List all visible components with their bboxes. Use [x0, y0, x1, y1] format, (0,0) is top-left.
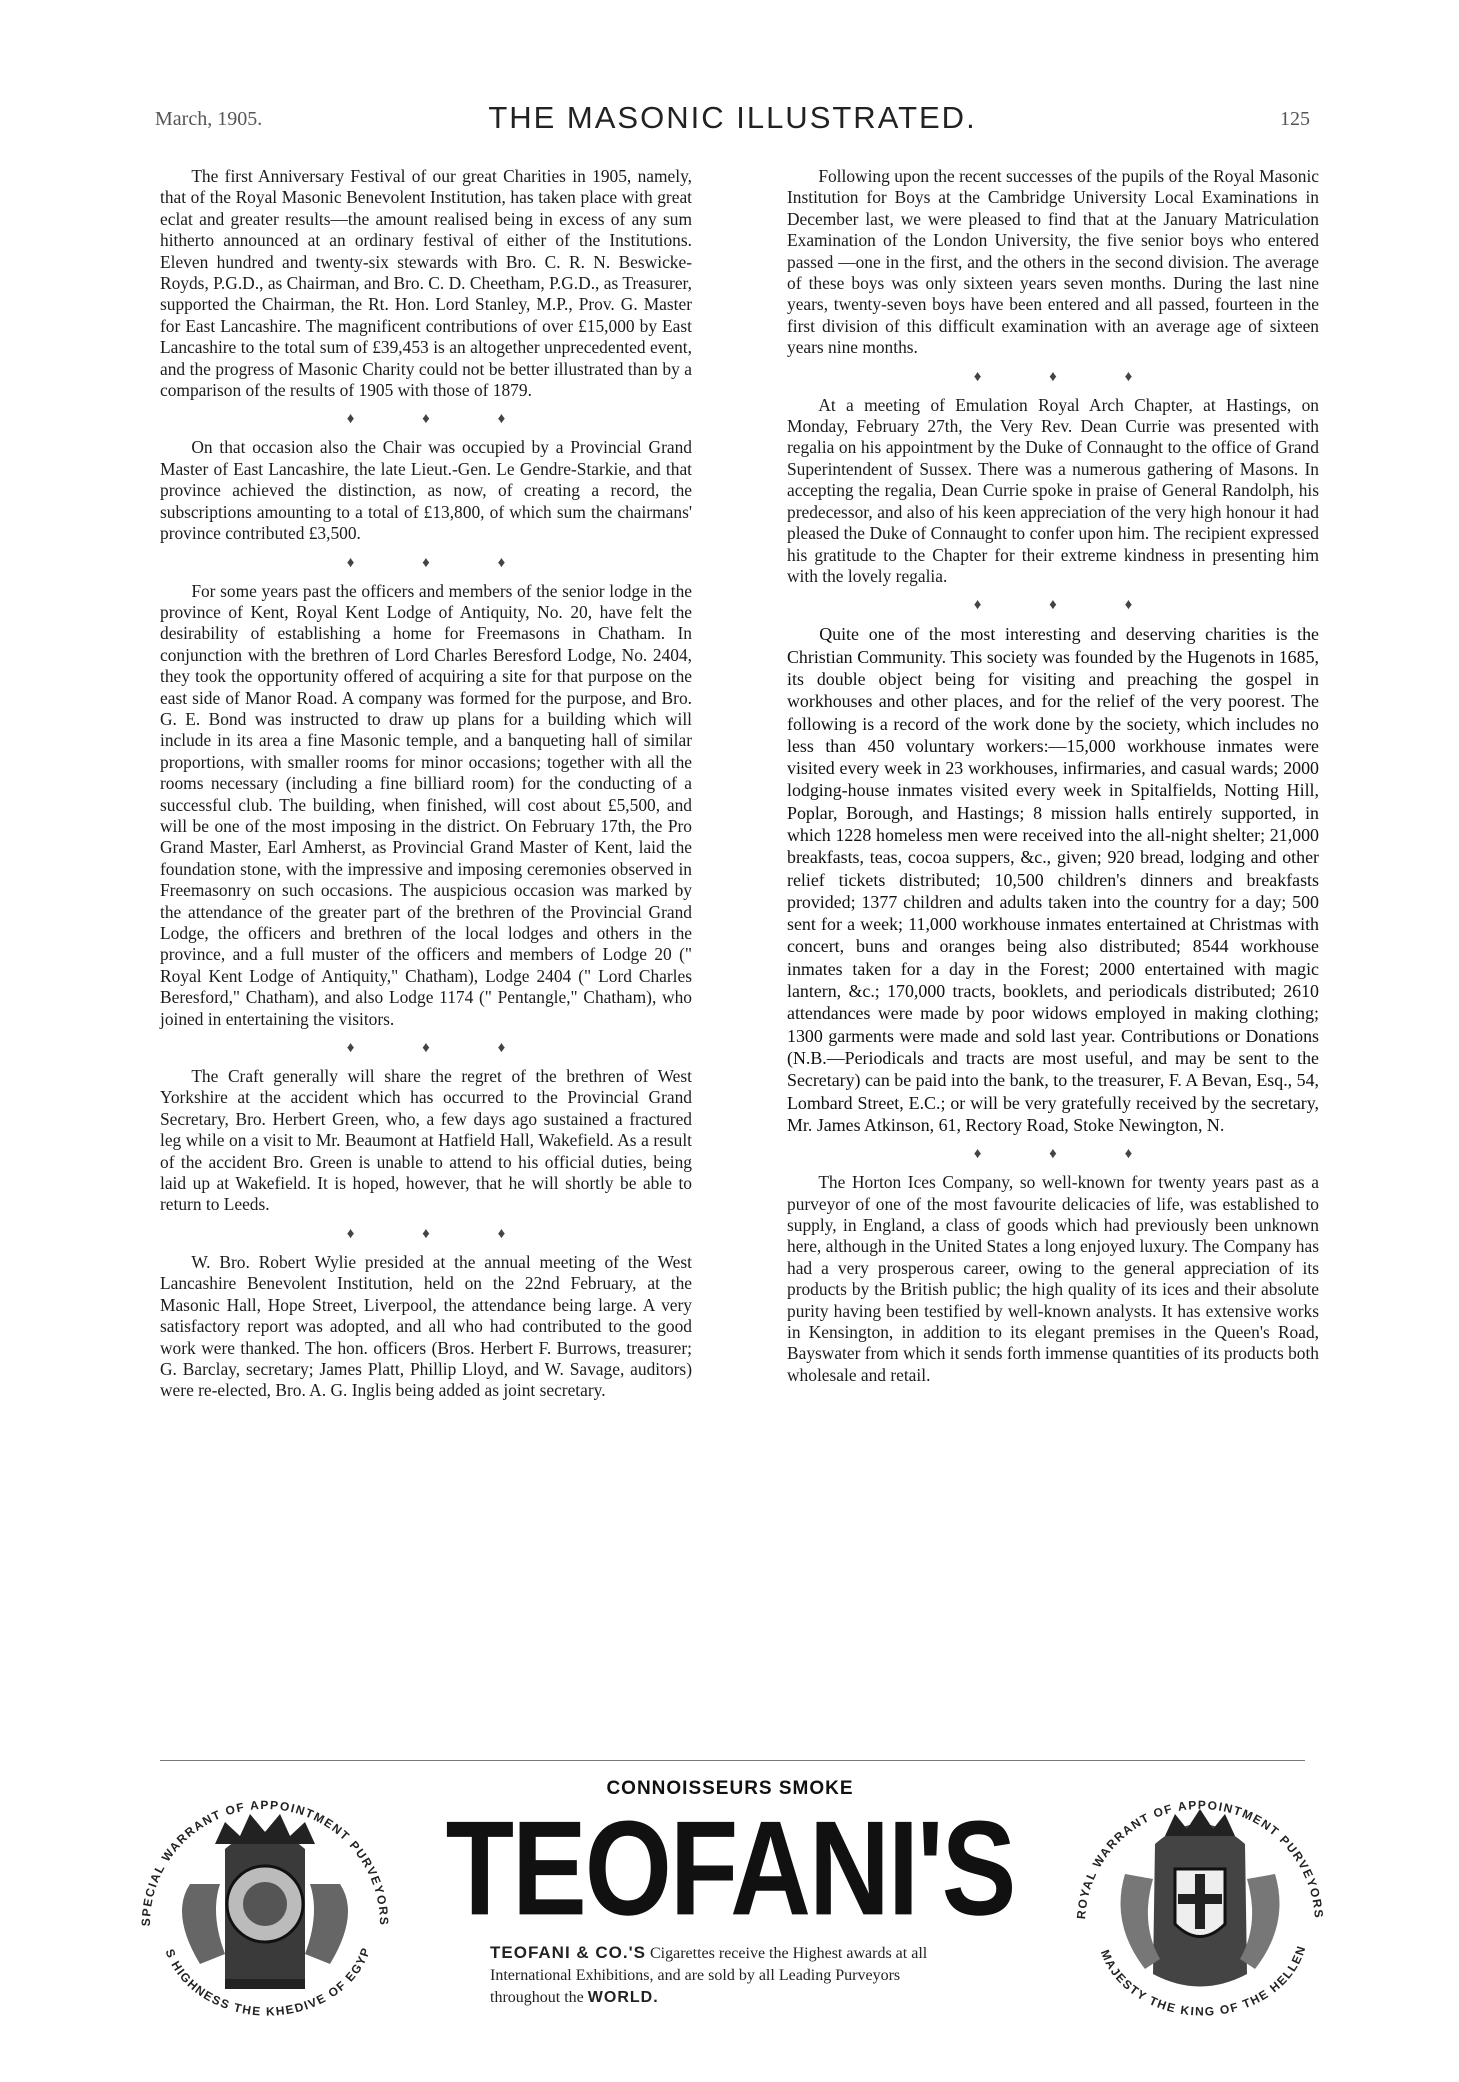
page-number: 125 [1280, 108, 1310, 130]
page-header [155, 100, 1310, 136]
advert-body-text: Cigarettes receive the Highest awards at all International Exhibitions, and are sold by all Leading Purveyors throughout the [490, 1945, 928, 2006]
advert-tagline: CONNOISSEURS SMOKE [606, 1778, 854, 1799]
greek-royal-arms-icon [1065, 1774, 1335, 2024]
advert-body-lead: TEOFANI & CO.'S [490, 1943, 646, 1962]
article-paragraph: The Craft generally will share the regret of the brethren of West Yorkshire at the accident which has occurred to the Provincial Grand Secretary, Bro. Herbert Green, who, a few days ago sustained a fractured leg while on a visit to Mr. Beaumont at Hatfield Hall, Wakefield. As a result of the accident Bro. Green is unable to attend to his official duties, being laid up at Wakefield. It is hoped, however, that he will shortly be able to return to Leeds. [160, 1066, 692, 1215]
article-paragraph: For some years past the officers and members of the senior lodge in the province of Kent, Royal Kent Lodge of Antiquity, No. 20, have felt the desirability of establishing a home for Freemasons in Chatham. In conjunction with the brethren of Lord Charles Beresford Lodge, No. 2404, they took the opportunity offered of acquiring a site for that purpose on the east side of Manor Road. A company was formed for the purpose, and Bro. G. E. Bond was instructed to draw up plans for a building which will include in its area a fine Masonic temple, and a banqueting hall of similar proportions, with smaller rooms for minor occasions; together with all the rooms necessary (including a fine billiard room) for the conducting of a successful club. The building, when finished, will cost about £5,500, and will be one of the most imposing in the district. On February 17th, the Pro Grand Master, Earl Amherst, as Provincial Grand Master of Kent, laid the foundation stone, with the impressive and imposing ceremonies observed in Freemasonry on such occasions. The auspicious occasion was marked by the attendance of the greater part of the brethren of the Provincial Grand Lodge, the officers and brethren of the local lodges and others in the province, and a full muster of the officers and members of Lodge 20 (" Royal Kent Lodge of Antiquity," Chatham), Lodge 2404 (" Lord Charles Beresford," Chatham), and also Lodge 1174 (" Pentangle," Chatham), who joined in entertaining the visitors. [160, 580, 692, 1029]
article-paragraph: On that occasion also the Chair was occupied by a Provincial Grand Master of East Lancashire, the late Lieut.-Gen. Le Gendre-Starkie, and that province achieved the distinction, as now, of creating a record, the subscriptions amounting to a total of £13,800, of which sum the chairmans' province contributed £3,500. [160, 437, 692, 544]
article-paragraph: At a meeting of Emulation Royal Arch Chapter, at Hastings, on Monday, February 27th, the Very Rev. Dean Currie was presented with regalia on his appointment by the Duke of Connaught to the office of Grand Superintendent of Sussex. There was a numerous gathering of Masons. In accepting the regalia, Dean Currie spoke in praise of General Randolph, his predecessor, and also of his keen appreciation of the very high honour it had pleased the Duke of Connaught to confer upon him. The recipient expressed his gratitude to the Chapter for their extreme kindness in presenting him with the lovely regalia. [787, 394, 1319, 586]
article-paragraph: The Horton Ices Company, so well-known for twenty years past as a purveyor of one of the most favourite delicacies of life, was established to supply, in England, a class of goods which had previously been unknown here, although in the United States a long enjoyed luxury. The Company has had a very prosperous career, owing to the general appreciation of its products by the British public; the high quality of its ices and their absolute purity having been testified by well-known analysts. It has extensive works in Kensington, in addition to its elegant premises in the Queen's Road, Bayswater from which it sends forth immense quantities of its products both wholesale and retail. [787, 1172, 1319, 1385]
left-column [160, 166, 692, 1402]
crest-arc-top-text: ROYAL WARRANT OF APPOINTMENT PURVEYORS [1074, 1797, 1326, 1920]
crest-arc-bottom-text: MAJESTY THE KING OF THE HELLEN [1097, 1943, 1309, 2019]
khedive-crest [130, 1774, 400, 2024]
ornament-divider: ♦ ♦ ♦ [973, 1146, 1165, 1163]
ornament-divider: ♦ ♦ ♦ [346, 411, 538, 428]
advert-body [445, 1942, 1015, 2009]
crest-arc-bottom-text: S HIGHNESS THE KHEDIVE OF EGYP [162, 1944, 374, 2019]
right-column [787, 166, 1319, 1386]
teofani-advertisement [110, 1760, 1355, 2040]
article-paragraph: W. Bro. Robert Wylie presided at the annual meeting of the West Lancashire Benevolent Institution, held on the 22nd February, at the Masonic Hall, Hope Street, Liverpool, the attendance being large. A very satisfactory report was adopted, and all who had contributed to the good work were thanked. The hon. officers (Bros. Herbert F. Burrows, treasurer; G. Barclay, secretary; James Platt, Phillip Lloyd, and W. Savage, auditors) were re-elected, Bro. A. G. Inglis being added as joint secretary. [160, 1251, 692, 1401]
hellenes-crest [1065, 1774, 1335, 2024]
advert-brand-name: TEOFANI'S [445, 1793, 1015, 1944]
ornament-divider: ♦ ♦ ♦ [973, 597, 1165, 614]
advert-top-rule [160, 1760, 1305, 1761]
masthead-title: THE MASONIC ILLUSTRATED. [488, 100, 977, 135]
article-paragraph: The first Anniversary Festival of our great Charities in 1905, namely, that of the Royal Masonic Benevolent Institution, has taken place with great eclat and greater results—the amount realised being in excess of any sum hitherto announced at an ordinary festival of either of the Institutions. Eleven hundred and twenty-six stewards with Bro. C. R. N. Beswicke-Royds, P.G.D., as Chairman, and Bro. C. D. Cheetham, P.G.D., as Treasurer, supported the Chairman, the Rt. Hon. Lord Stanley, M.P., Prov. G. Master for East Lancashire. The magnificent contributions of over £15,000 by East Lancashire to the total sum of £39,453 is an altogether unprecedented event, and the progress of Masonic Charity could not be better illustrated than by a comparison of the results of 1905 with those of 1879. [160, 166, 692, 401]
khedive-coat-of-arms-icon [130, 1774, 400, 2024]
crest-arc-top-text: SPECIAL WARRANT OF APPOINTMENT PURVEYORS [138, 1797, 392, 1927]
ornament-divider: ♦ ♦ ♦ [346, 554, 538, 571]
article-paragraph: Following upon the recent successes of the pupils of the Royal Masonic Institution for Boys at the Cambridge University Local Examinations in December last, we were pleased to find that at the January Matriculation Examination of the London University, the five senior boys who entered passed —one in the first, and the others in the second division. The average of these boys was only sixteen years seven months. During the last nine years, twenty-seven boys have been entered and all passed, fourteen in the first division of this difficult examination with an average age of sixteen years nine months. [787, 166, 1319, 358]
ornament-divider: ♦ ♦ ♦ [346, 1225, 538, 1242]
advert-body-end: WORLD. [587, 1989, 659, 2006]
ornament-divider: ♦ ♦ ♦ [346, 1040, 538, 1057]
advert-center [445, 1778, 1015, 2009]
ornament-divider: ♦ ♦ ♦ [973, 368, 1165, 385]
issue-date: March, 1905. [155, 108, 263, 130]
article-paragraph: Quite one of the most interesting and deserving charities is the Christian Community. This society was founded by the Hugenots in 1685, its double object being for visiting and preaching the gospel in workhouses and other places, and for the relief of the very poorest. The following is a record of the work done by the society, which includes no less than 450 voluntary workers:—15,000 workhouse inmates were visited every week in 23 workhouses, infirmaries, and casual wards; 2000 lodging-house inmates visited every week in Spitalfields, Notting Hill, Poplar, Borough, and Hastings; 8 mission halls entirely supported, in which 1228 homeless men were received into the all-night shelter; 21,000 breakfasts, teas, cocoa suppers, &c., given; 920 bread, lodging and other relief tickets distributed; 10,500 children's dinners and breakfasts provided; 1377 children and adults taken into the country for a day; 500 sent for a week; 11,000 workhouse inmates entertained at Christmas with concert, buns and oranges being also distributed; 8544 workhouse inmates taken for a day in the Forest; 2000 entertained with magic lantern, &c.; 170,000 tracts, booklets, and periodicals distributed; 2610 attendances were made by poor widows employed in making clothing; 1300 garments were made and sold last year. Contributions or Donations (N.B.—Periodicals and tracts are most useful, and may be sent to the Secretary) can be paid into the bank, to the treasurer, F. A Bevan, Esq., 54, Lombard Street, E.C.; or will be very gratefully received by the secretary, Mr. James Atkinson, 61, Rectory Road, Stoke Newington, N. [787, 624, 1319, 1135]
